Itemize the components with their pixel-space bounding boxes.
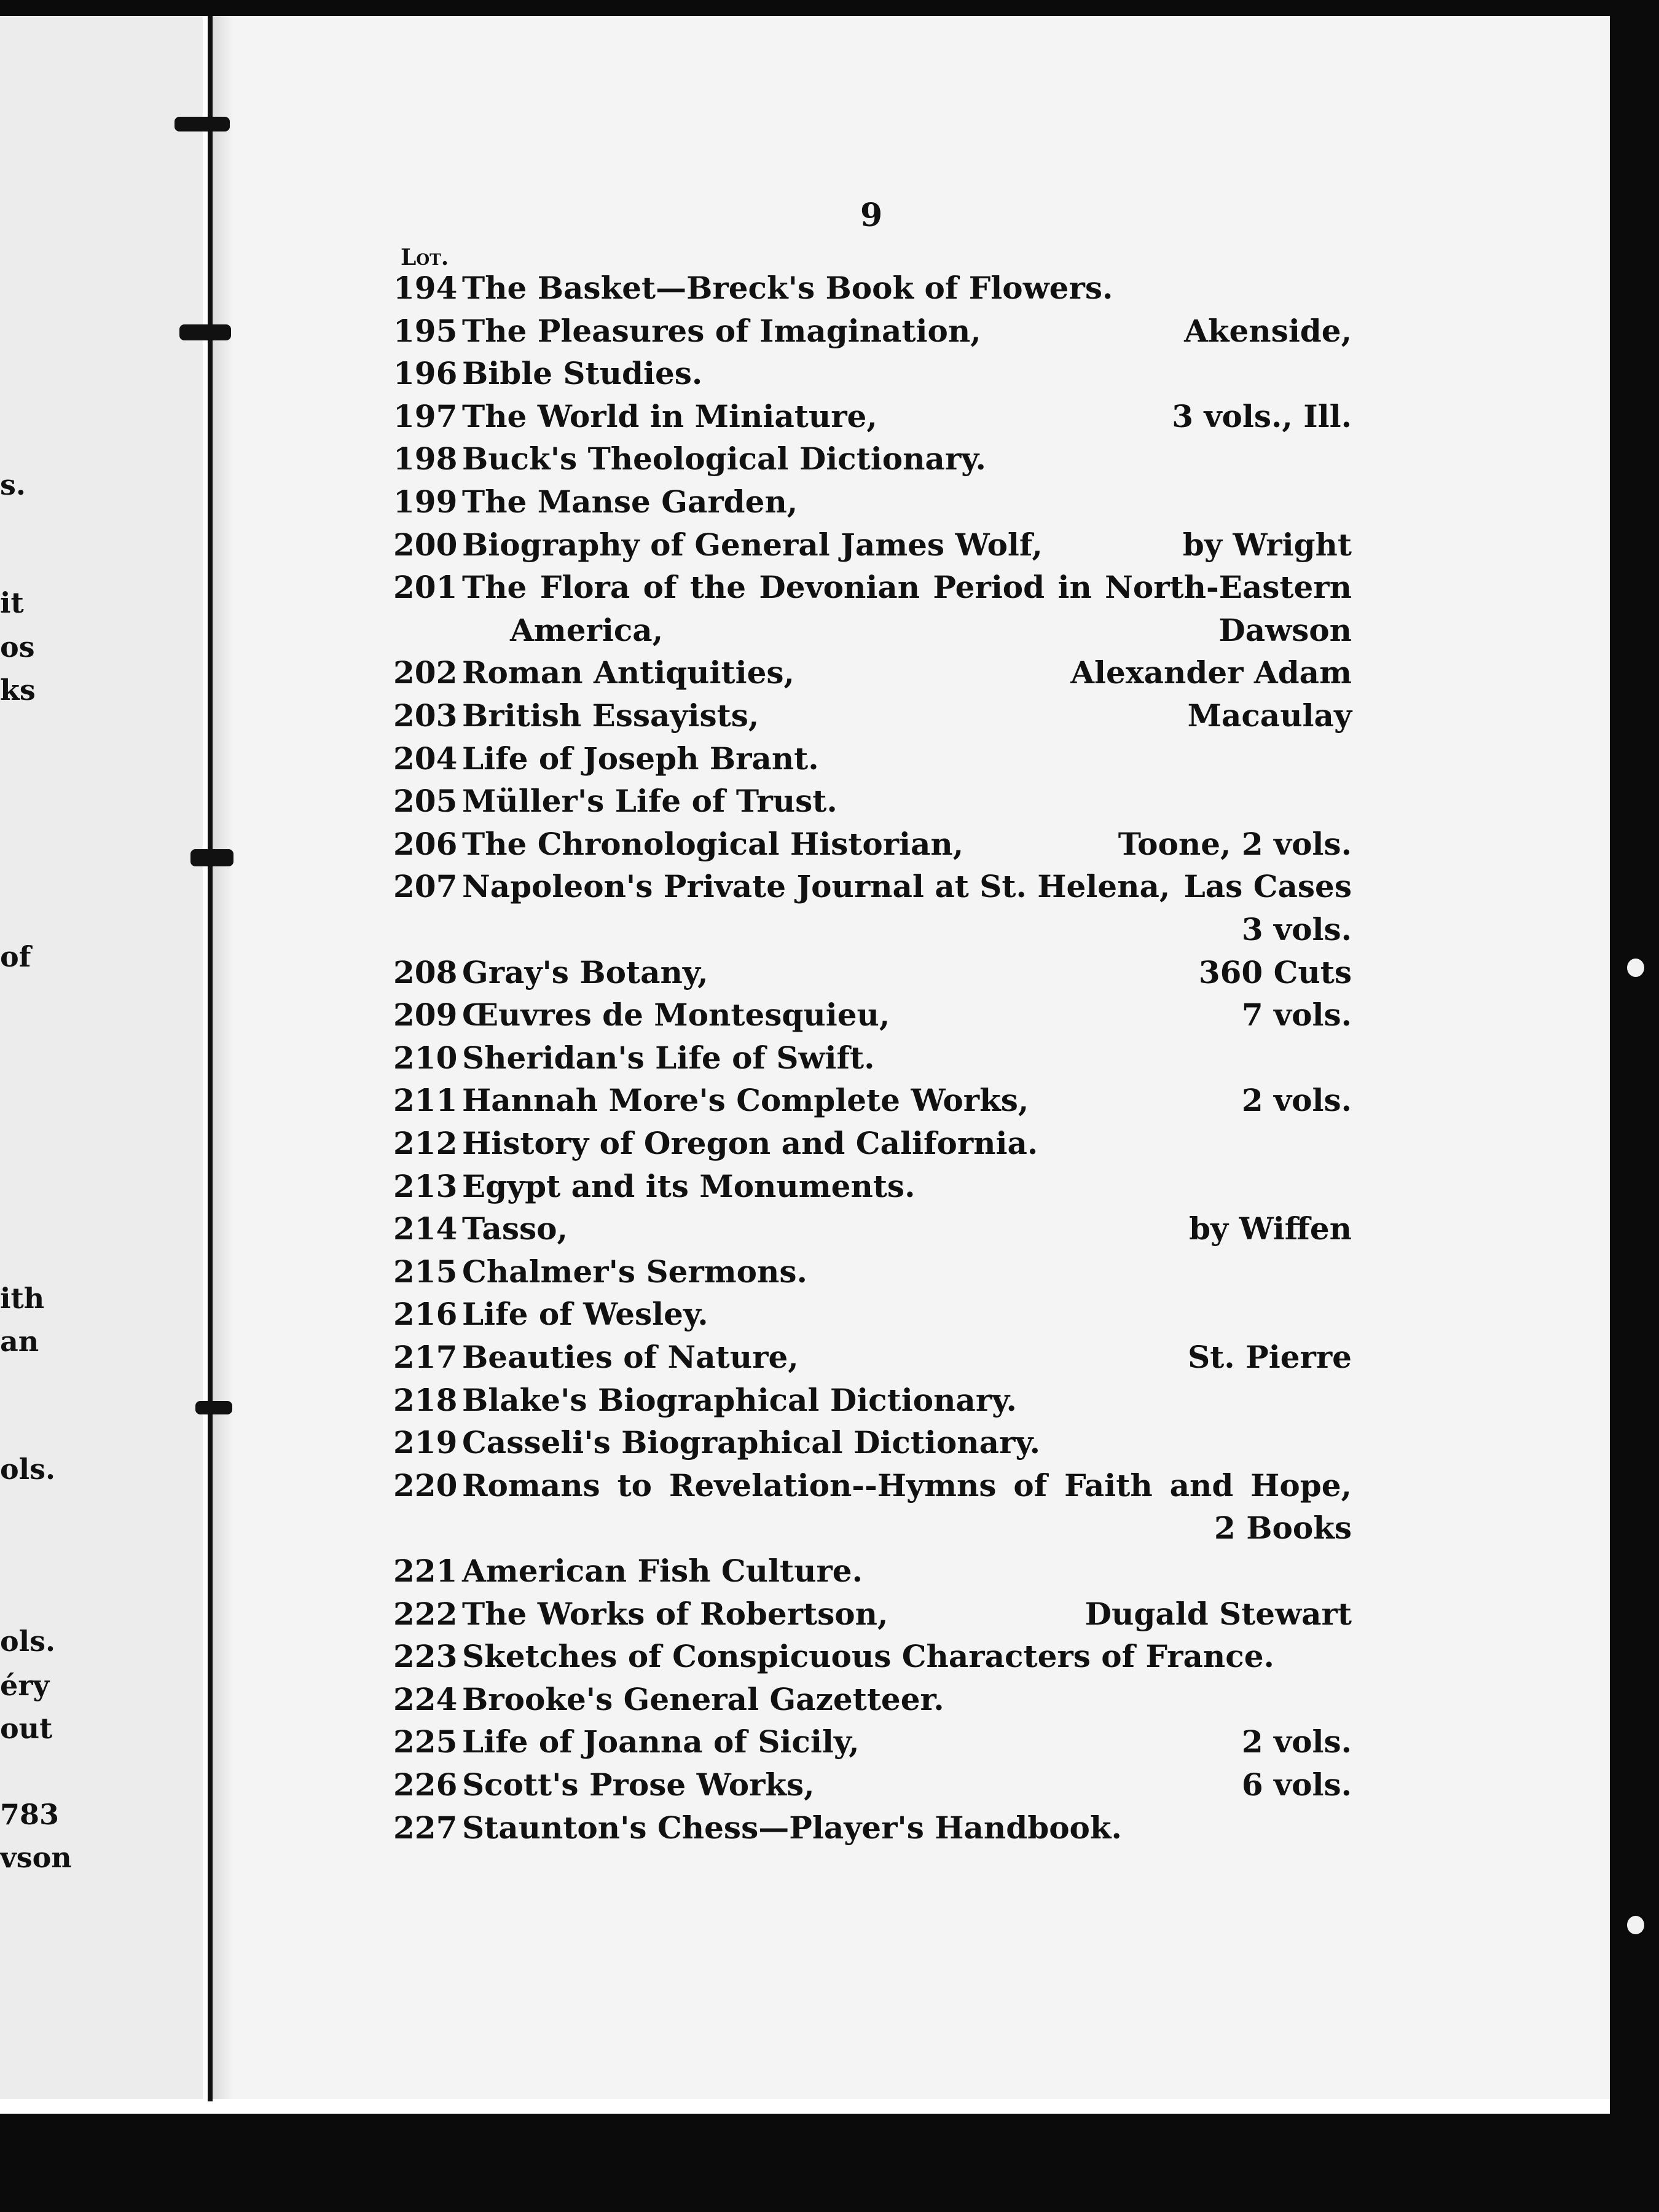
lot-number: 222	[393, 1596, 458, 1632]
binding-tab	[195, 1401, 232, 1414]
page-number: 9	[860, 197, 883, 234]
lot-entry	[393, 1681, 1352, 1719]
lot-title: Sheridan's Life of Swift.	[462, 1040, 875, 1076]
lot-title: Bible Studies.	[462, 355, 703, 391]
lot-number: 202	[393, 654, 458, 691]
lot-number: 211	[393, 1082, 458, 1118]
lot-entry	[393, 1081, 1352, 1120]
lot-title: Casseli's Biographical Dictionary.	[462, 1424, 1041, 1461]
lot-title: The Basket—Breck's Book of Flowers.	[462, 270, 1113, 306]
lot-title-continuation: America,	[510, 612, 664, 648]
binding-tab	[190, 849, 233, 866]
lot-entry	[393, 1253, 1352, 1291]
lot-number: 225	[393, 1724, 458, 1760]
lot-number: 210	[393, 1040, 458, 1076]
lot-title-word: Romans	[462, 1467, 600, 1504]
lot-title: Napoleon's Private Journal at St. Helena,	[462, 868, 1171, 904]
facing-fragment: out	[0, 1712, 53, 1745]
facing-fragment: of	[0, 940, 31, 973]
lot-entry	[393, 1210, 1352, 1248]
lot-title: Buck's Theological Dictionary.	[462, 441, 986, 477]
lot-entry	[393, 1381, 1352, 1419]
lot-number: 223	[393, 1638, 458, 1674]
lot-entry	[393, 1637, 1352, 1676]
lot-number: 201	[393, 569, 458, 605]
lot-title: Roman Antiquities,	[462, 654, 794, 691]
lot-number: 203	[393, 697, 458, 734]
lot-number: 206	[393, 826, 458, 862]
scan-border-top	[0, 0, 1659, 16]
facing-fragment: ols.	[0, 1625, 56, 1658]
lot-number: 221	[393, 1553, 458, 1589]
lot-title: Life of Joseph Brant.	[462, 740, 819, 777]
facing-fragment: it	[0, 586, 24, 619]
lot-note: Dugald Stewart	[1084, 1596, 1352, 1632]
lot-number: 212	[393, 1125, 458, 1161]
lot-entry	[393, 568, 1352, 606]
lot-entry	[393, 398, 1352, 436]
lot-note: 6 vols.	[1241, 1767, 1352, 1803]
lot-title: The Manse Garden,	[462, 484, 798, 520]
lot-title-word: in	[1057, 569, 1092, 605]
lot-number: 195	[393, 313, 458, 349]
lot-number: 197	[393, 398, 458, 434]
lot-title: The World in Miniature,	[462, 398, 877, 434]
lot-entry	[393, 1039, 1352, 1077]
lot-number: 226	[393, 1767, 458, 1803]
lot-note: Dawson	[1218, 612, 1352, 648]
binding-line	[208, 0, 213, 2101]
lot-note: 2 Books	[1214, 1510, 1352, 1546]
lot-entry	[393, 1424, 1352, 1462]
lot-number: 200	[393, 527, 458, 563]
lot-entry	[393, 1595, 1352, 1633]
lot-title: Müller's Life of Trust.	[462, 783, 837, 819]
lot-note: Las Cases	[1183, 868, 1352, 904]
lot-title: British Essayists,	[462, 697, 759, 734]
lot-note: Akenside,	[1184, 313, 1352, 349]
lot-title: Blake's Biographical Dictionary.	[462, 1382, 1017, 1418]
scan-border-bottom	[0, 2114, 1659, 2212]
lot-number: 198	[393, 441, 458, 477]
lot-entry	[393, 269, 1352, 307]
lot-title: Gray's Botany,	[462, 954, 708, 990]
lot-note: St. Pierre	[1188, 1339, 1352, 1375]
lot-entry	[393, 483, 1352, 521]
lot-title-word: Revelation--Hymns	[669, 1467, 997, 1504]
lot-title-word: and	[1169, 1467, 1234, 1504]
lot-entry	[393, 825, 1352, 863]
lot-number: 217	[393, 1339, 458, 1375]
lot-entry	[393, 1766, 1352, 1804]
lot-entry	[393, 740, 1352, 778]
scan-border-right	[1610, 0, 1659, 2212]
lot-title-word: to	[617, 1467, 653, 1504]
lot-title: History of Oregon and California.	[462, 1125, 1038, 1161]
lot-note: by Wright	[1182, 527, 1352, 563]
lot-title-word: The	[462, 569, 527, 605]
lot-number: 215	[393, 1253, 458, 1290]
facing-fragment: vson	[0, 1841, 72, 1874]
lot-note: 3 vols.	[1241, 911, 1352, 947]
lot-title: Scott's Prose Works,	[462, 1767, 815, 1803]
lot-entry	[393, 526, 1352, 564]
lot-entry	[393, 697, 1352, 735]
lot-title-word: Flora	[539, 569, 630, 605]
lot-number: 209	[393, 997, 458, 1033]
lot-number: 213	[393, 1168, 458, 1204]
lot-note: 2 vols.	[1241, 1724, 1352, 1760]
lot-number: 196	[393, 355, 458, 391]
lot-title: Tasso,	[462, 1210, 568, 1247]
lot-title: The Pleasures of Imagination,	[462, 313, 981, 349]
lot-entry	[393, 654, 1352, 692]
lot-number: 199	[393, 484, 458, 520]
lot-title-word: the	[689, 569, 747, 605]
lot-title: Brooke's General Gazetteer.	[462, 1681, 944, 1717]
lot-title: Beauties of Nature,	[462, 1339, 799, 1375]
lot-number: 205	[393, 783, 458, 819]
lot-title: Life of Joanna of Sicily,	[462, 1724, 860, 1760]
lot-note: by Wiffen	[1189, 1210, 1352, 1247]
lot-entry	[393, 1809, 1352, 1847]
lot-title: Life of Wesley.	[462, 1296, 708, 1332]
lot-number: 219	[393, 1424, 458, 1461]
lot-title-word: Hope,	[1250, 1467, 1352, 1504]
lot-note: Toone, 2 vols.	[1118, 826, 1352, 862]
facing-page-edge	[0, 16, 203, 2099]
facing-fragment: ith	[0, 1282, 45, 1315]
lot-number: 220	[393, 1467, 458, 1504]
lot-continuation	[393, 611, 1352, 649]
lot-title	[462, 1467, 1352, 1505]
lot-title-word: of	[643, 569, 677, 605]
lot-note: 3 vols., Ill.	[1172, 398, 1352, 434]
facing-fragment: an	[0, 1325, 39, 1358]
lot-title-word: North-Eastern	[1105, 569, 1352, 605]
lot-entry	[393, 954, 1352, 992]
lot-entry	[393, 1467, 1352, 1505]
lot-title: Biography of General James Wolf,	[462, 527, 1043, 563]
facing-fragment: ks	[0, 673, 36, 707]
lot-entry	[393, 782, 1352, 820]
lot-note: 7 vols.	[1241, 997, 1352, 1033]
lot-entry	[393, 355, 1352, 393]
lot-title-word: Period	[933, 569, 1045, 605]
facing-fragment: s.	[0, 468, 26, 501]
binding-tab	[175, 117, 230, 131]
lot-entry	[393, 1124, 1352, 1163]
lot-number: 218	[393, 1382, 458, 1418]
lot-entry	[393, 1167, 1352, 1206]
lot-number: 207	[393, 868, 458, 904]
lot-title: Egypt and its Monuments.	[462, 1168, 916, 1204]
facing-fragment: os	[0, 630, 35, 664]
facing-fragment: ols.	[0, 1453, 56, 1486]
lot-note: Alexander Adam	[1070, 654, 1352, 691]
lot-title: American Fish Culture.	[462, 1553, 863, 1589]
lot-note: 2 vols.	[1241, 1082, 1352, 1118]
lot-title: Chalmer's Sermons.	[462, 1253, 807, 1290]
facing-fragment: éry	[0, 1669, 50, 1702]
lot-title	[462, 568, 1352, 606]
lot-title: Hannah More's Complete Works,	[462, 1082, 1029, 1118]
facing-fragment: 783	[0, 1798, 60, 1831]
lot-entry	[393, 312, 1352, 350]
lot-number: 204	[393, 740, 458, 777]
lot-number: 194	[393, 270, 458, 306]
lot-continuation	[393, 911, 1352, 949]
lot-number: 224	[393, 1681, 458, 1717]
lot-title: The Works of Robertson,	[462, 1596, 888, 1632]
lot-title: The Chronological Historian,	[462, 826, 964, 862]
lot-title-word: Devonian	[759, 569, 920, 605]
lot-title: Sketches of Conspicuous Characters of France.	[462, 1638, 1274, 1674]
lot-continuation	[393, 1509, 1352, 1547]
lot-number: 214	[393, 1210, 458, 1247]
lot-entry	[393, 1552, 1352, 1590]
lot-title: Œuvres de Montesquieu,	[462, 997, 890, 1033]
lot-entry	[393, 996, 1352, 1034]
lot-entry	[393, 1338, 1352, 1376]
lot-note: Macaulay	[1187, 697, 1352, 734]
lot-entry	[393, 868, 1352, 906]
lot-note: 360 Cuts	[1198, 954, 1352, 990]
lot-title-word: Faith	[1064, 1467, 1153, 1504]
lot-number: 227	[393, 1810, 458, 1846]
lot-column-header: Lot.	[401, 245, 449, 270]
lot-title-word: of	[1013, 1467, 1048, 1504]
lot-title: Staunton's Chess—Player's Handbook.	[462, 1810, 1122, 1846]
lot-number: 216	[393, 1296, 458, 1332]
lot-entry	[393, 1723, 1352, 1761]
lot-number: 208	[393, 954, 458, 990]
lot-entry	[393, 440, 1352, 478]
binding-tab	[179, 324, 231, 340]
lot-entry	[393, 1295, 1352, 1333]
